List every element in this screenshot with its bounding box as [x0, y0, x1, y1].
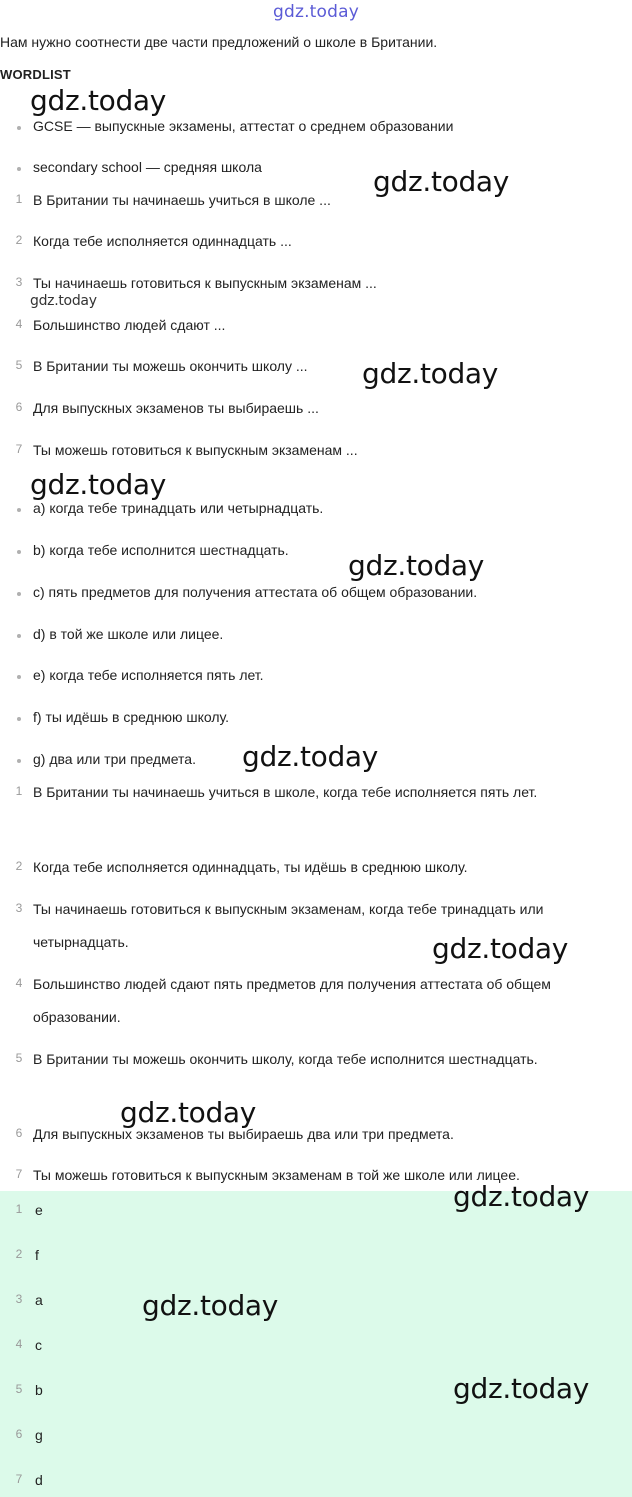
answer-letter: e	[35, 1202, 43, 1218]
bullet-icon	[17, 634, 21, 638]
item-number: 4	[15, 317, 23, 331]
sentence-start-text: Когда тебе исполняется одиннадцать ...	[33, 233, 292, 249]
bullet-icon	[17, 592, 21, 596]
wordlist-item-text: secondary school — средняя школа	[33, 159, 262, 175]
answer-letter: b	[35, 1382, 43, 1398]
full-sentence-text: Ты начинаешь готовиться к выпускным экзаменам, когда тебе тринадцать или четырнадцать.	[33, 901, 544, 950]
bullet-icon	[17, 508, 21, 512]
sentence-start-text: Ты можешь готовиться к выпускным экзаменам ...	[33, 442, 358, 458]
item-number: 7	[15, 1472, 23, 1486]
sentence-start-text: Ты начинаешь готовиться к выпускным экзаменам ...	[33, 275, 377, 291]
sentence-start-text: В Британии ты начинаешь учиться в школе ...	[33, 192, 331, 208]
item-number: 6	[15, 400, 23, 414]
answer-letter: c	[35, 1337, 42, 1353]
item-number: 7	[15, 1167, 23, 1181]
answer-letter: g	[35, 1427, 43, 1443]
item-number: 1	[15, 1202, 23, 1216]
bullet-icon	[17, 550, 21, 554]
answer-letter: f	[35, 1247, 39, 1263]
site-logo[interactable]: gdz.today	[272, 2, 360, 22]
item-number: 4	[15, 976, 23, 990]
full-sentence-text: В Британии ты можешь окончить школу, когда тебе исполнится шестнадцать.	[33, 1051, 538, 1067]
item-number: 2	[15, 859, 23, 873]
watermark: gdz.today	[30, 84, 167, 117]
item-number: 3	[15, 1292, 23, 1306]
sentence-start-text: Большинство людей сдают ...	[33, 317, 226, 333]
item-number: 5	[15, 1382, 23, 1396]
answers-panel	[0, 1191, 632, 1497]
item-number: 5	[15, 358, 23, 372]
task-intro: Нам нужно соотнести две части предложений о школе в Британии.	[0, 34, 438, 50]
sentence-ending-text: e) когда тебе исполняется пять лет.	[33, 667, 264, 683]
sentence-start-text: В Британии ты можешь окончить школу ...	[33, 358, 308, 374]
item-number: 4	[15, 1337, 23, 1351]
full-sentence-text: Ты можешь готовиться к выпускным экзаменам в той же школе или лицее.	[33, 1167, 520, 1183]
item-number: 6	[15, 1126, 23, 1140]
sentence-start-text: Для выпускных экзаменов ты выбираешь ...	[33, 400, 319, 416]
bullet-icon	[17, 675, 21, 679]
full-sentence-text: Когда тебе исполняется одиннадцать, ты идёшь в среднюю школу.	[33, 859, 468, 875]
bullet-icon	[17, 167, 21, 171]
item-number: 2	[15, 233, 23, 247]
item-number: 3	[15, 901, 23, 915]
item-number: 1	[15, 192, 23, 206]
bullet-icon	[17, 759, 21, 763]
full-sentence-text: Большинство людей сдают пять предметов для получения аттестата об общем образовании.	[33, 976, 551, 1025]
item-number: 2	[15, 1247, 23, 1261]
sentence-ending-text: c) пять предметов для получения аттестата об общем образовании.	[33, 584, 478, 600]
item-number: 7	[15, 442, 23, 456]
watermark: gdz.today	[453, 1180, 590, 1213]
sentence-ending-text: g) два или три предмета.	[33, 751, 196, 767]
watermark: gdz.today	[348, 549, 485, 582]
watermark: gdz.today	[120, 1096, 257, 1129]
wordlist-heading: WORDLIST	[0, 67, 71, 82]
answer-letter: d	[35, 1472, 43, 1488]
item-number: 1	[15, 784, 23, 798]
watermark: gdz.today	[30, 468, 167, 501]
full-sentence-text: В Британии ты начинаешь учиться в школе, когда тебе исполняется пять лет.	[33, 784, 538, 800]
item-number: 5	[15, 1051, 23, 1065]
bullet-icon	[17, 717, 21, 721]
watermark: gdz.today	[453, 1372, 590, 1405]
sentence-ending-text: b) когда тебе исполнится шестнадцать.	[33, 542, 289, 558]
item-number: 6	[15, 1427, 23, 1441]
sentence-ending-text: d) в той же школе или лицее.	[33, 626, 224, 642]
sentence-ending-text: f) ты идёшь в среднюю школу.	[33, 709, 230, 725]
wordlist-item-text: GCSE — выпускные экзамены, аттестат о среднем образовании	[33, 118, 454, 134]
watermark: gdz.today	[242, 740, 379, 773]
full-sentence-text: Для выпускных экзаменов ты выбираешь два или три предмета.	[33, 1126, 454, 1142]
watermark: gdz.today	[30, 293, 97, 309]
sentence-ending-text: a) когда тебе тринадцать или четырнадцать.	[33, 500, 324, 516]
watermark: gdz.today	[362, 357, 499, 390]
watermark: gdz.today	[373, 165, 510, 198]
answer-letter: a	[35, 1292, 43, 1308]
watermark: gdz.today	[432, 932, 569, 965]
bullet-icon	[17, 126, 21, 130]
watermark: gdz.today	[142, 1289, 279, 1322]
item-number: 3	[15, 275, 23, 289]
